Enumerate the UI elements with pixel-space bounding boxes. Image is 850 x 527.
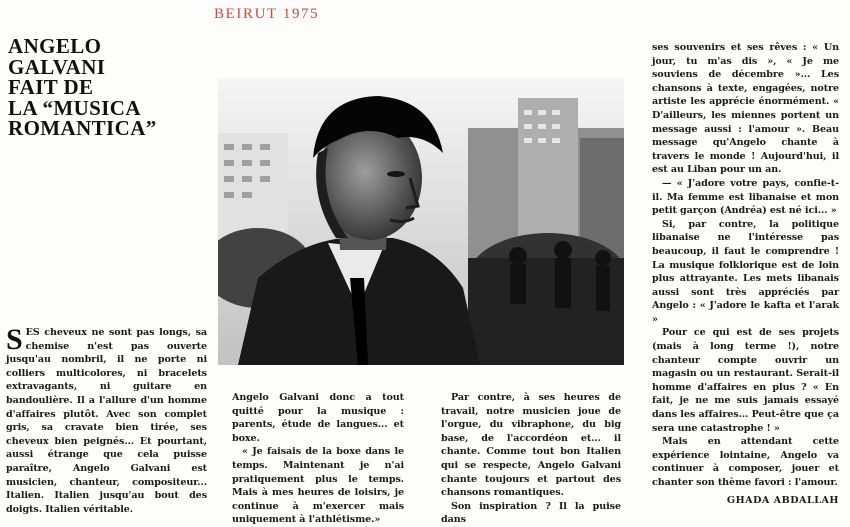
headline-line: ANGELO xyxy=(8,34,102,58)
photo-illustration xyxy=(218,78,624,365)
column-4-paragraph: Pour ce qui est de ses projets (mais à long terme !), notre chanteur compte ouvrir un magasin ou un restaurant. Serait-il homme d'affaires en plus ? « En fait, je ne me suis jamais essayé dans les affaires... Peut-être que ça sera une catastrophe ! » xyxy=(652,327,839,434)
column-2-paragraph: Angelo Galvani donc a tout quitté pour la musique : parents, étude de langues... et boxe. xyxy=(232,392,404,444)
headline-line: FAIT DE xyxy=(8,75,94,99)
column-4-paragraph: Mais en attendant cette expérience lointaine, Angelo va continuer à composer, jouer et chanter son thème favori : l'amour. xyxy=(652,436,839,488)
article-column-3 xyxy=(441,391,621,527)
location-date-stamp: BEIRUT 1975 xyxy=(214,6,320,22)
drop-cap: S xyxy=(6,323,23,356)
column-4-paragraph: Si, par contre, la politique libanaise ne l'intéresse pas beaucoup, il faut le comprendre ! La musique folklorique est de loin plus attrayante. Les mets libanais aussi sont très appréciés par Angelo : « J'adore le kafta et l'arak » xyxy=(652,218,839,325)
headline-line: LA “MUSICA xyxy=(8,95,141,120)
article-column-2 xyxy=(232,391,404,527)
article-headline xyxy=(8,36,208,139)
column-3-paragraph: Par contre, à ses heures de travail, notre musicien joue de l'orgue, du vibraphone, du big base, de l'accordéon et... il chante. Comme tout bon Italien qui se respecte, Angelo Galvani chante toujours et partout des chansons romantiques. xyxy=(441,392,621,499)
headline-line: ROMANTICA” xyxy=(8,116,157,140)
column-2-paragraph: « Je faisais de la boxe dans le temps. Maintenant je n'ai pratiquement plus le temps. Mais à mes heures de loisirs, je continue à m'exercer mais uniquement à l'athlétisme.» xyxy=(232,446,404,526)
headline-line: GALVANI xyxy=(8,54,106,79)
author-signature: GHADA ABDALLAH xyxy=(726,494,839,506)
article-column-1 xyxy=(6,323,207,516)
column-4-paragraph: — « J'adore votre pays, confie-t-il. Ma femme est libanaise et mon petit garçon (Andréa) est né ici... » xyxy=(652,177,839,217)
portrait-photo xyxy=(218,78,624,365)
article-column-4 xyxy=(652,41,839,507)
column-3-paragraph: Son inspiration ? Il la puise dans xyxy=(441,500,621,526)
column-4-paragraph: ses souvenirs et ses rêves : « Un jour, tu m'as dis », « Je me souviens de décembre »... Les chansons à texte, engagées, notre artiste les apprécie énormément. « D'ailleurs, les miennes portent un message aussi : l'amour ». Beau message qu'Angelo chante à travers le monde ! Aujourd'hui, il est au Liban pour un an. xyxy=(652,42,839,176)
column-1-text: ES cheveux ne sont pas longs, sa chemise n'est pas ouverte jusqu'au nombril, il ne porte ni colliers multicolores, ni bracelets extravagants, ni guitare en bandoulière. Il a l'allure d'un homme d'affaires plutôt. Avec son complet gris, sa cravate bien tirée, ses cheveux bien peignés... Et pourtant, aussi étrange que cela puisse paraître, Angelo Galvani est musicien, chanteur, compositeur... Italien. Italien jusqu'au bout des doigts. Italien véritable. xyxy=(6,327,207,515)
